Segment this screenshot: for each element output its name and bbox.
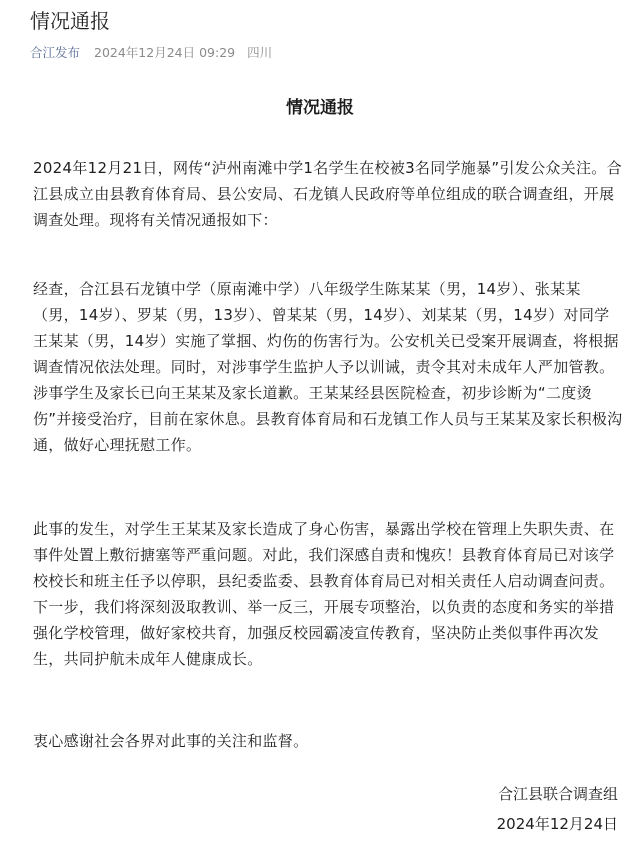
article-header bbox=[30, 6, 620, 62]
article-meta bbox=[30, 44, 620, 62]
article-title: 情况通报 bbox=[30, 9, 110, 33]
paragraph-intro: 2024年12月21日，网传“泸州南滩中学1名学生在校被3名同学施暴”引发公众关注。合江县成立由县教育体育局、县公安局、石龙镇人民政府等单位组成的联合调查组，开展调查处理。现将有关情况通报如下： bbox=[33, 159, 622, 229]
publish-time: 2024年12月24日 09:29 bbox=[94, 45, 236, 60]
notice-title: 情况通报 bbox=[286, 98, 354, 118]
paragraph-accountability: 此事的发生，对学生王某某及家长造成了身心伤害，暴露出学校在管理上失职失责、在事件处置上敷衍搪塞等严重问题。对此，我们深感自责和愧疚！县教育体育局已对该学校校长和班主任予以停职，县纪委监委、县教育体育局已对相关责任人启动调查问责。下一步，我们将深刻汲取教训、举一反三，开展专项整治，以负责的态度和务实的举措强化学校管理，做好家校共育，加强反校园霸凌宣传教育，坚决防止类似事件再次发生，共同护航未成年人健康成长。 bbox=[33, 520, 615, 668]
publish-location: 四川 bbox=[247, 45, 273, 60]
signature-organization: 合江县联合调查组 bbox=[497, 785, 618, 803]
paragraph-thanks: 衷心感谢社会各界对此事的关注和监督。 bbox=[33, 732, 309, 750]
paragraph-findings: 经查，合江县石龙镇中学（原南滩中学）八年级学生陈某某（男，14岁）、张某某（男，14岁）、罗某（男，13岁）、曾某某（男，14岁）、刘某某（男，14岁）对同学王某某（男，14岁）实施了掌掴、灼伤的伤害行为。公安机关已受案开展调查，将根据调查情况依法处理。同时，对涉事学生监护人予以训诫，责令其对未成年人严加管教。涉事学生及家长已向王某某及家长道歉。王某某经县医院检查，初步诊断为“二度烫伤”并接受治疗，目前在家休息。县教育体育局和石龙镇工作人员与王某某及家长积极沟通，做好心理抚慰工作。 bbox=[33, 280, 623, 454]
signature-date: 2024年12月24日 bbox=[496, 815, 618, 833]
account-name-link[interactable]: 合江发布 bbox=[30, 45, 81, 60]
